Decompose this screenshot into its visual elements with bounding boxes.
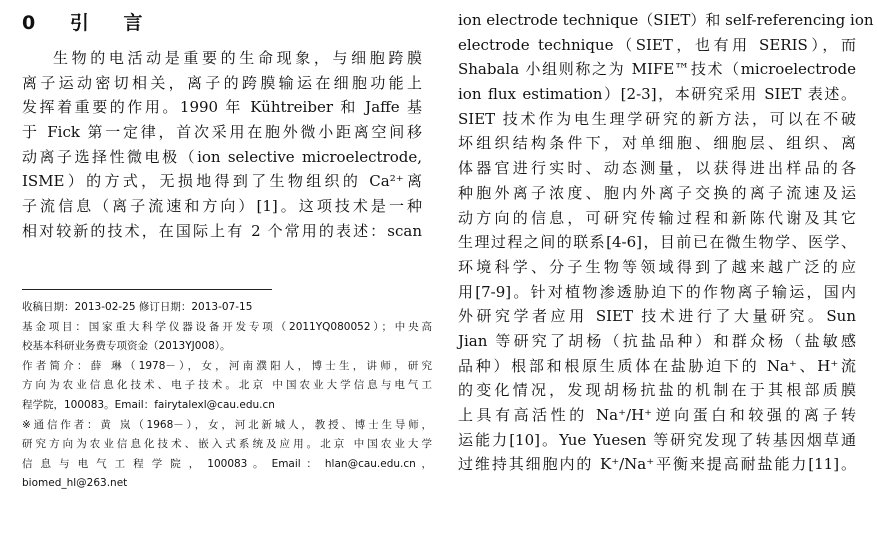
footnote-line: 研究方向为农业信息化技术、嵌入式系统及应用。北京 中国农业大学 <box>22 438 432 451</box>
footnote-line: 方向为农业信息化技术、电子技术。北京 中国农业大学信息与电气工 <box>22 379 432 392</box>
body-line: 体器官进行实时、动态测量，以获得进出样品的各 <box>458 159 856 178</box>
footnote-line: ※通信作者：黄 岚（1968－），女，河北新城人，教授、博士生导师， <box>22 418 432 431</box>
body-line: 生理过程之间的联系[4-6]，目前已在微生物学、医学、 <box>458 233 856 252</box>
body-line: 外研究学者应用 SIET 技术进行了大量研究。Sun <box>458 307 856 326</box>
footnote-line: 信 息 与 电 气 工 程 学 院 ， 100083 。 Email ： hlan@cau.edu.cn ， <box>22 457 432 470</box>
body-line: 坏组织结构条件下，对单细胞、细胞层、组织、离 <box>458 134 856 153</box>
body-line: Jian 等研究了胡杨（抗盐品种）和群众杨（盐敏感 <box>458 331 856 350</box>
body-line: 发挥着重要的作用。1990 年 Kühtreiber 和 Jaffe 基 <box>22 98 422 117</box>
left-column <box>22 0 422 244</box>
right-column <box>458 8 874 477</box>
footnote-divider <box>22 289 272 290</box>
body-line: 子流信息（离子流速和方向）[1]。这项技术是一种 <box>22 197 422 216</box>
footnote-line: 校基本科研业务费专项资金（2013YJ008）。 <box>22 340 231 353</box>
section-heading: 0 引 言 <box>22 12 157 34</box>
footnote-line: 基金项目：国家重大科学仪器设备开发专项（2011YQ080052）；中央高 <box>22 320 432 333</box>
body-line: ISME）的方式，无损地得到了生物组织的 Ca²⁺离 <box>22 172 422 191</box>
body-line: 过维持其细胞内的 K⁺/Na⁺平衡来提高耐盐能力[11]。 <box>458 455 856 474</box>
body-line: 品种）根部和根原生质体在盐胁迫下的 Na⁺、H⁺流 <box>458 356 856 375</box>
body-line: 上具有高活性的 Na⁺/H⁺逆向蛋白和较强的离子转 <box>458 406 856 424</box>
body-line: 环境科学、分子生物等领域得到了越来越广泛的应 <box>458 257 856 276</box>
body-line: ion electrode technique（SIET）和 self-referencing ion <box>458 11 874 29</box>
body-line: 动离子选择性微电极（ion selective microelectrode, <box>22 147 422 166</box>
body-line: 用[7-9]。针对植物渗透胁迫下的作物离子输运，国内 <box>458 282 856 301</box>
body-line: SIET 技术作为电生理学研究的新方法，可以在不破 <box>458 109 856 128</box>
footnotes <box>22 298 432 494</box>
footnote-line: 收稿日期：2013-02-25 修订日期：2013-07-15 <box>22 301 253 313</box>
body-line: 运能力[10]。Yue Yuesen 等研究发现了转基因烟草通 <box>458 430 856 449</box>
body-line: electrode technique（SIET，也有用 SERIS），而 <box>458 35 856 54</box>
body-line: 离子运动密切相关，离子的跨膜输运在细胞功能上 <box>22 73 422 92</box>
footnote-line: 作者简介：薛 琳（1978－），女，河南濮阳人，博士生，讲师，研究 <box>22 359 432 372</box>
footnote-line: 程学院，100083。Email：fairytalexl@cau.edu.cn <box>22 398 275 411</box>
body-line: 于 Fick 第一定律，首次采用在胞外微小距离空间移 <box>22 123 422 142</box>
body-line: 生物的电活动是重要的生命现象，与细胞跨膜 <box>53 49 422 67</box>
body-line: 种胞外离子浓度、胞内外离子交换的离子流速及运 <box>458 183 856 202</box>
body-line: Shabala 小组则称之为 MIFE™技术（microelectrode <box>458 60 856 79</box>
body-line: ion flux estimation）[2-3]，本研究采用 SIET 表述。 <box>458 85 856 104</box>
body-line: 相对较新的技术，在国际上有 2 个常用的表述：scan <box>22 221 422 240</box>
body-line: 的变化情况，发现胡杨抗盐的机制在于其根部质膜 <box>458 381 856 400</box>
body-line: 动方向的信息，可研究传输过程和新陈代谢及其它 <box>458 208 856 227</box>
footnote-line: biomed_hl@263.net <box>22 477 128 490</box>
